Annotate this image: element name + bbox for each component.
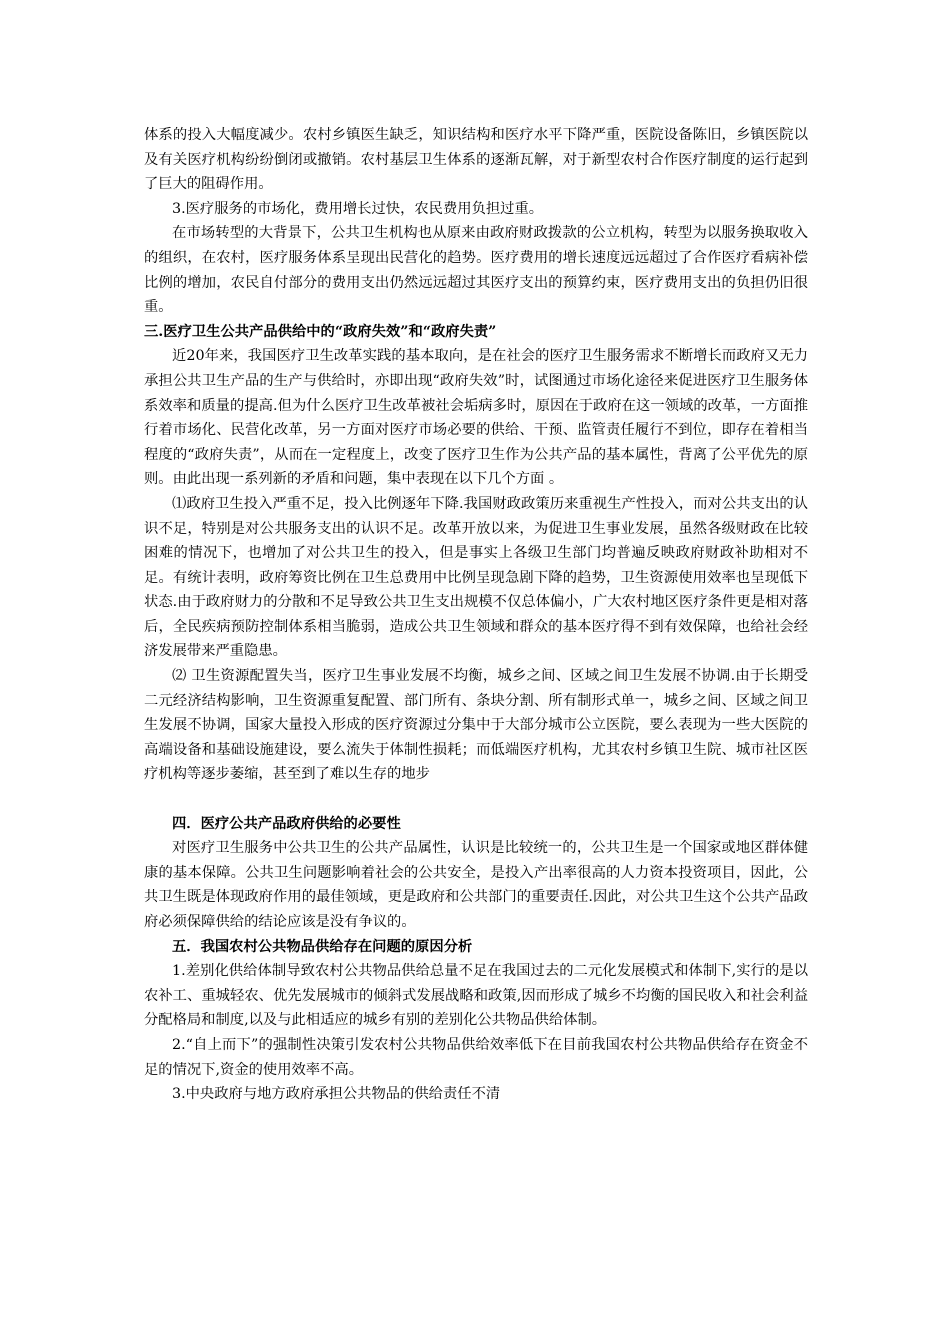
paragraph-cause-1: 1.差别化供给体制导致农村公共物品供给总量不足在我国过去的二元化发展模式和体制下,实行的是以农补工、重城轻农、优先发展城市的倾斜式发展战略和政策,因而形成了城乡不均衡的国民收入和社会利益分配格局和制度,以及与此相适应的城乡有别的差别化公共物品供给体制。 [144,963,808,1029]
paragraph-market-transition: 在市场转型的大背景下，公共卫生机构也从原来由政府财政拨款的公立机构，转型为以服务换取收入的组织，在农村，医疗服务体系呈现出民营化的趋势。医疗费用的增长速度远远超过了合作医疗看病补偿比例的增加，农民自付部分的费用支出仍然远远超过其医疗支出的预算约束，医疗费用支出的负担仍旧很重。 [144,225,808,316]
document-body [144,123,808,1107]
paragraph-item-1: ⑴政府卫生投入严重不足，投入比例逐年下降.我国财政政策历来重视生产性投入，而对公共支出的认识不足，特别是对公共服务支出的认识不足。改革开放以来，为促进卫生事业发展，虽然各级财政在比较困难的情况下，也增加了对公共卫生的投入，但是事实上各级卫生部门均普遍反映政府财政补助相对不足。有统计表明，政府筹资比例在卫生总费用中比例呈现急剧下降的趋势，卫生资源使用效率也呈现低下状态.由于政府财力的分散和不足导致公共卫生支出规模不仅总体偏小，广大农村地区医疗条件更是相对落后，全民疾病预防控制体系相当脆弱，造成公共卫生领域和群众的基本医疗得不到有效保障，也给社会经济发展带来严重隐患。 [144,495,808,660]
paragraph-continuation: 体系的投入大幅度减少。农村乡镇医生缺乏，知识结构和医疗水平下降严重，医院设备陈旧，乡镇医院以及有关医疗机构纷纷倒闭或撤销。农村基层卫生体系的逐渐瓦解，对于新型农村合作医疗制度的运行起到了巨大的阻碍作用。 [144,127,808,193]
paragraph-necessity: 对医疗卫生服务中公共卫生的公共产品属性，认识是比较统一的，公共卫生是一个国家或地区群体健康的基本保障。公共卫生问题影响着社会的公共安全，是投入产出率很高的人力资本投资项目，因此，公共卫生既是体现政府作用的最佳领域，更是政府和公共部门的重要责任.因此，对公共卫生这个公共产品政府必须保障供给的结论应该是没有争议的。 [144,840,808,930]
paragraph-item-2: ⑵ 卫生资源配置失当，医疗卫生事业发展不均衡，城乡之间、区域之间卫生发展不协调.由于长期受二元经济结构影响，卫生资源重复配置、部门所有、条块分割、所有制形式单一，城乡之间、区域之间卫生发展不协调，国家大量投入形成的医疗资源过分集中于大部分城市公立医院，要么表现为一些大医院的高端设备和基础设施建设，要么流失于体制性损耗；而低端医疗机构，尤其农村乡镇卫生院、城市社区医疗机构等逐步萎缩，甚至到了难以生存的地步 [144,668,808,783]
section-heading-4: 四．医疗公共产品政府供给的必要性 [172,815,401,832]
section-heading-5: 五．我国农村公共物品供给存在问题的原因分析 [172,938,473,955]
paragraph-cause-3: 3.中央政府与地方政府承担公共物品的供给责任不清 [172,1086,501,1103]
section-heading-3: 三.医疗卫生公共产品供给中的“政府失效”和“政府失责” [144,323,497,340]
paragraph-reform-orientation: 近20年来，我国医疗卫生改革实践的基本取向，是在社会的医疗卫生服务需求不断增长而政府又无力承担公共卫生产品的生产与供给时，亦即出现“政府失效”时，试图通过市场化途径来促进医疗卫生服务体系效率和质量的提高.但为什么医疗卫生改革被社会垢病多时，原因在于政府在这一领域的改革，一方面推行着市场化、民营化改革，另一方面对医疗市场必要的供给、干预、监管责任履行不到位，即存在着相当程度的“政府失责”，从而在一定程度上，改变了医疗卫生作为公共产品的基本属性，背离了公平优先的原则。由此出现一系列新的矛盾和问题，集中表现在以下几个方面 。 [144,348,808,488]
paragraph-cause-2: 2.“自上而下”的强制性决策引发农村公共物品供给效率低下在目前我国农村公共物品供给存在资金不足的情况下,资金的使用效率不高。 [144,1036,808,1078]
blank-line [144,787,808,812]
paragraph-point-3: 3.医疗服务的市场化，费用增长过快，农民费用负担过重。 [172,200,544,217]
